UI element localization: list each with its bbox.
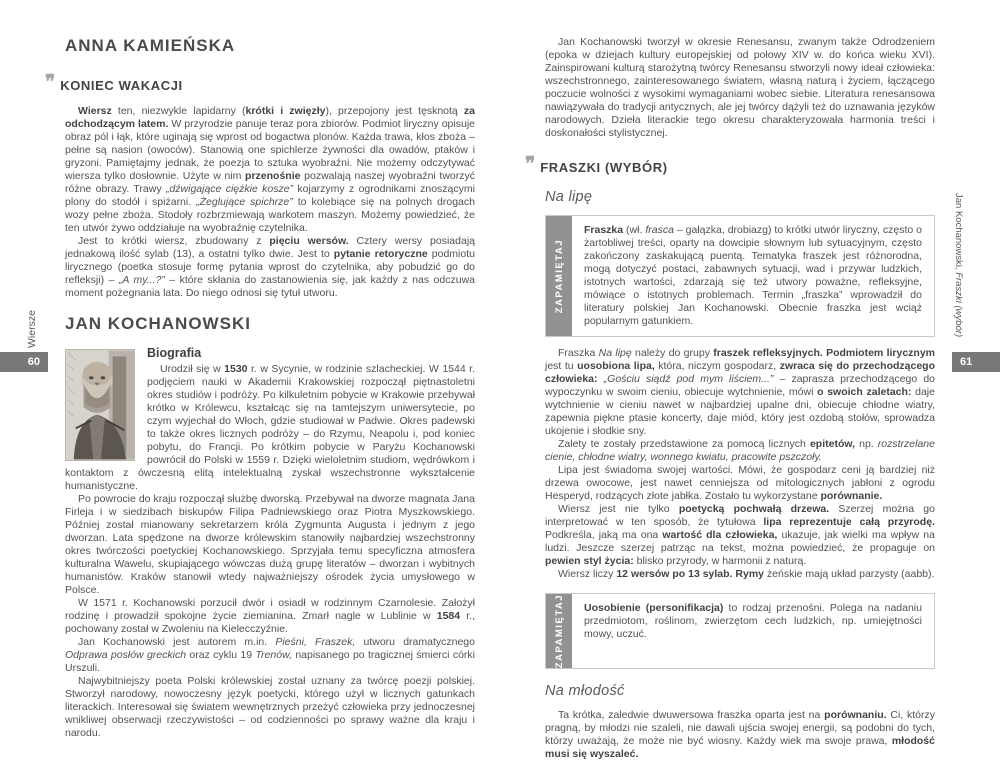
jan-kochanowski-portrait — [65, 349, 135, 461]
na-lipe-paragraph: Wiersz liczy 12 wersów po 13 sylab. Rymy żeńskie mają układ parzysty (aabb). — [558, 568, 935, 580]
memo-box-uosobienie — [545, 593, 935, 669]
right-page — [525, 36, 936, 761]
page-number-right: 61 — [952, 352, 1000, 372]
bio-paragraph: Po powrocie do kraju rozpoczął służbę dworską. Przebywał na dworze magnata Jana Firleja i w siedzibach biskupów Filipa Padniewskiego oraz Piotra Myszkowskiego. Później został mianowany sekretarzem króla Zygmunta Augusta i jednym z jego dworzan. Lata spędzone na dworze królewskim stanowiły najbardziej wszechstronny okres twórczości poetyckiej Kochanowskiego. Sprzyjała temu specyficzna atmosfera kulturalna Wawelu, skupiającego wówczas dużą grupę literatów – dworzan i wybitnych humanistów. Kraków stanowił wtedy najważniejszy ośrodek życia umysłowego w Polsce. — [65, 493, 475, 596]
page-number-left: 60 — [0, 352, 48, 372]
kochanowski-heading: JAN KOCHANOWSKI — [65, 314, 251, 333]
analysis-paragraph: Jest to krótki wiersz, zbudowany z pięciu wersów. Cztery wersy posiadają jednakową ilość sylab (13), a ostatni tylko dwie. Jest to pytanie retoryczne podmiotu lirycznego (poetka stosuje formę pytania wprost do czytelnika, aby pobudzić go do refleksji) – „A my...?” – które skłania do zastanowienia się, jak każdy z nas odczuwa moment pożegnania lata. Do niego odnosi się tytuł utworu. — [65, 235, 475, 299]
na-mlodosc-paragraph: Ta krótka, zaledwie dwuwersowa fraszka oparta jest na porównaniu. Ci, którzy pragną, by młodzi nie szaleli, nie dawali ujścia swojej energii, są podobni do tych, którzy uważają, że może nie być wiosny. Każdy wiek ma swoje prawa, młodość musi się wyszaleć. — [545, 709, 936, 761]
na-lipe-paragraph: Fraszka Na lipę należy do grupy fraszek refleksyjnych. Podmiotem lirycznym jest tu uosobiona lipa, która, niczym gospodarz, zwraca się do przechodzącego człowieka: „Gościu siądź pod mym liściem...” – zaprasza przechodzącego do wypoczynku w swoim cieniu, obiecuje wytchnienie, mówi o swoich zaletach: daje wytchnienie w cieniu nawet w najbardziej upalne dni, obiecuje chłodne wiatry, zapewnia piękne ptasie koncerty, daje miód, który jest ozdobą stołów, sprowadza ukojenie i słodkie sny. — [545, 347, 936, 437]
memo-box-fraszka — [545, 215, 935, 337]
na-lipe-paragraph: Lipa jest świadoma swojej wartości. Mówi, że gospodarz ceni ją bardziej niż drzewa owocowe, jest nawet cenniejsza od mitologicznych jabłoni z ogrodu Hesperyd, rodzących złote jabłka. Zostało tu wykorzystane porównanie. — [545, 464, 935, 502]
quote-icon: ❞ — [525, 154, 536, 175]
author-heading: ANNA KAMIEŃSKA — [65, 36, 236, 55]
bio-paragraph: Jan Kochanowski jest autorem m.in. Pieśni, Fraszek, utworu dramatycznego Odprawa posłów greckich oraz cyklu 19 Trenów, napisanego po tragicznej śmierci córki Urszuli. — [65, 636, 475, 674]
left-page — [45, 36, 476, 740]
section-koniec-wakacji — [45, 72, 475, 93]
subheading-na-mlodosc: Na młodość — [545, 683, 625, 700]
chapter-label-title: Fraszki (wybór) — [953, 272, 964, 338]
section-fraszki — [525, 154, 935, 175]
left-margin-category-label: Wiersze — [26, 310, 38, 348]
right-margin-chapter-label — [953, 193, 964, 358]
biography-section — [65, 346, 475, 740]
section-title: FRASZKI (WYBÓR) — [540, 160, 668, 175]
biography-title: Biografia — [147, 346, 202, 360]
chapter-label-author: Jan Kochanowski, — [953, 193, 964, 273]
memo-definition-uosobienie: Uosobienie (personifikacja) to rodzaj przenośni. Polega na nadaniu przedmiotom, roślinom, zwierzętom cech ludzkich, np. umiejętności mowy, uczuć. — [572, 594, 934, 668]
memo-strip-label: ZAPAMIĘTAJ — [553, 238, 565, 314]
renaissance-intro-paragraph: Jan Kochanowski tworzył w okresie Renesansu, zwanym także Odrodzeniem (epoka w dziejach kultury europejskiej od połowy XIV w. do końca wieku XVI). Zainspirowani kulturą starożytną twórcy Renesansu stworzyli nowy ideał człowieka: wszechstronnego, zainteresowanego światem, własną naturą i życiem, łączącego poczucie wolności z wysokimi wymaganiami wobec siebie. Literatura renesansowa nawiązywała do tradycji antycznych, ale jej twórcy dążyli też do uznawania języków narodowych. Dzieła literackie tego okresu charakteryzowała harmonia treści i doskonałości stylistycznej. — [545, 36, 935, 139]
bio-paragraph: Urodził się w 1530 r. w Sycynie, w rodzinie szlacheckiej. W 1544 r. podjęciem nauki w Akademii Krakowskiej rozpoczął piętnastoletni okres studiów i podróży. Po kilkuletnim pobycie w Krakowie przebywał krótko w Królewcu, kształcąc się na tamtejszym uniwersytecie, po czym wyjechał do Włoch, gdzie studiował w Padwie. Okres padewski to także okres licznych podróży – do Rzymu, Neapolu i, pod koniec pobytu, do Francji. Po krótkim pobycie w Paryżu Kochanowski powrócił do Polski w 1559 r. Dzięki wieloletnim studiom, wędrówkom i kontaktom z ówczesną elitą intelektualną zyskał wszechstronne wykształcenie humanistyczne. — [65, 363, 475, 492]
analysis-paragraph: Wiersz ten, niezwykle lapidarny (krótki i zwięzły), przepojony jest tęsknotą za odchodzącym latem. W przyrodzie panuje teraz pora zbiorów. Podmiot liryczny opisuje obraz pól i łąk, które uginają się wprost od bogactwa plonów. Każda trawa, kłos zboża – pełne są nasion (owoców). Stanowią one spichlerze żywności dla owadów, ptaków i gryzoni. Pamiętajmy jednak, że poezja to sztuka wyobraźni. Nie możemy odczytywać wiersza tylko dosłownie. Użyte w nim przenośnie pozwalają naszej wyobraźni tworzyć różne obrazy. Trawy „dźwigające ciężkie kosze” kojarzymy z ogrodnikami znoszącymi plony do stodół i spiżarni. „Żeglujące spichrze” to kolebiące się na polnych drogach wozy pełne zboża. Stodoły rozbrzmiewają warkotem maszyn. Możemy powiedzieć, że ten utwór żywo oddziałuje na wyobraźnię czytelnika. — [65, 105, 476, 234]
bio-paragraph: Najwybitniejszy poeta Polski królewskiej został uznany za twórcę poezji polskiej. Stworzył narodowy, nowoczesny język poetycki, którego użył w licznych gatunkach literackich. Interesował się światem wewnętrznych przeżyć człowieka przy jednoczesnej wnikliwej obserwacji rzeczywistości – od codzienności po sprawy ważne dla kraju i narodu. — [65, 675, 475, 739]
quote-icon: ❞ — [45, 72, 56, 93]
memo-definition-fraszka: Fraszka (wł. frasca – gałązka, drobiazg) to krótki utwór liryczny, często o żartobliwej treści, oparty na dowcipie słownym lub sytuacyjnym, często zakończony zaskakującą puentą. Tematyka fraszek jest różnorodna, mogą dotyczyć postaci, zabawnych sytuacji, wad i przywar ludzkich, istotnych wartości, zdarzają się też utwory poważne, refleksyjne, mówiące o istotnych problemach. Termin „fraszka” wprowadził do literatury polskiej Jan Kochanowski. Obecnie fraszka jest wciąż popularnym gatunkiem. — [572, 216, 934, 336]
subheading-na-lipe: Na lipę — [545, 189, 593, 205]
na-lipe-paragraph: Zalety te zostały przedstawione za pomocą licznych epitetów, np. rozstrzelane cienie, chłodne wiatry, wonnego kwiatu, pracowite pszczoły. — [545, 438, 935, 463]
na-lipe-paragraph: Wiersz jest nie tylko poetycką pochwałą drzewa. Szerzej można go interpretować w ten sposób, że tytułowa lipa reprezentuje całą przyrodę. Podkreśla, jaką ma ona wartość dla człowieka, ukazuje, jak wielki ma wpływ na ludzi. Jeszcze szerzej patrząc na tekst, można powiedzieć, że propaguje on pewien styl życia: blisko przyrody, w harmonii z naturą. — [545, 503, 935, 567]
memo-strip-label: ZAPAMIĘTAJ — [553, 594, 565, 669]
memo-strip — [546, 216, 572, 336]
bio-paragraph: W 1571 r. Kochanowski porzucił dwór i osiadł w rodzinnym Czarnolesie. Założył rodzinę i prowadził spokojne życie ziemianina. Zmarł nagle w Lublinie w 1584 r., pochowany został w Zwoleniu na Kielecczyźnie. — [65, 597, 475, 635]
section-title: KONIEC WAKACJI — [60, 78, 183, 93]
memo-strip — [546, 594, 572, 668]
